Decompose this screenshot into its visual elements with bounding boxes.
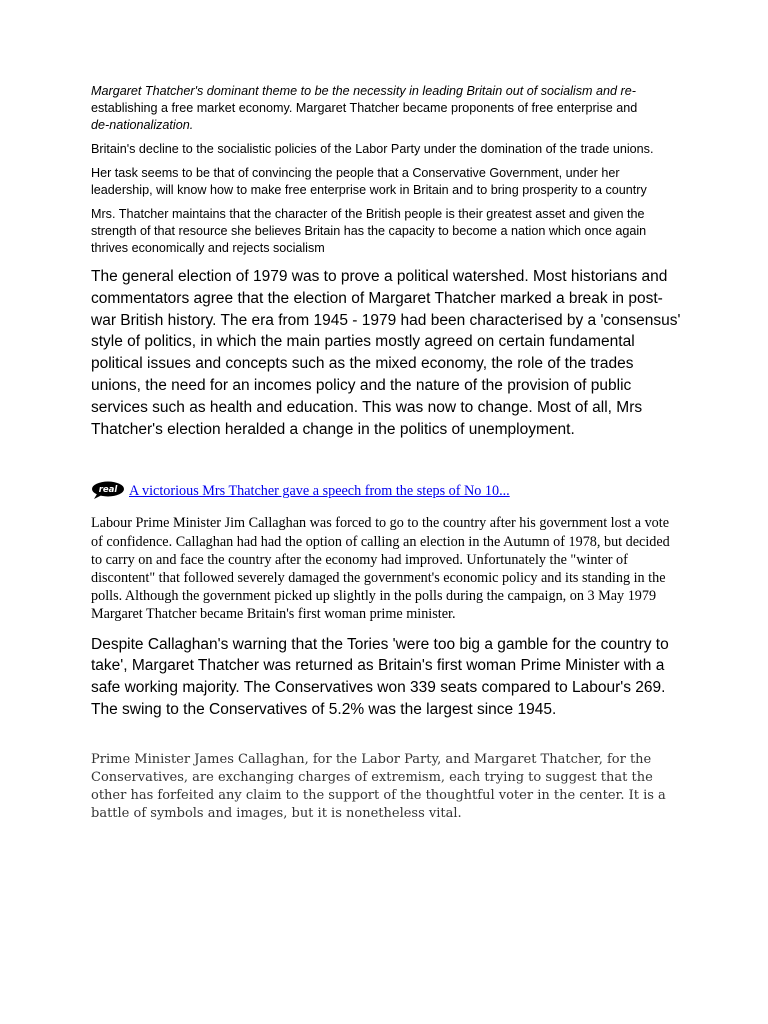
- intro-paragraph-task: Her task seems to be that of convincing the people that a Conservative Government, under her leadership, will know how to make free enterprise work in Britain and to bring prosperity to a country: [91, 166, 647, 197]
- callaghan-paragraph: Labour Prime Minister Jim Callaghan was forced to go to the country after his government lost a vote of confidence. Callaghan had had the option of calling an election in the Autumn of 1978, but decided to carry on and face the country after the economy had improved. Unfortunately the "winter of discontent" that followed severely damaged the government's economic policy and its standing in the polls. Although the government picked up slightly in the polls during the campaign, on 3 May 1979 Margaret Thatcher became Britain's first woman prime minister.: [91, 515, 670, 623]
- media-link-row: [91, 482, 681, 502]
- intro-paragraph-theme: [91, 83, 681, 134]
- watershed-paragraph: The general election of 1979 was to prove a political watershed. Most historians and commentators agree that the election of Margaret Thatcher marked a break in post-war British history. The era from 1945 - 1979 had been characterised by a 'consensus' style of politics, in which the main parties mostly agreed on certain fundamental political issues and concepts such as the mixed economy, the role of the trades unions, the need for an incomes policy and the nature of the provision of public services such as health and education. This was now to change. Most of all, Mrs Thatcher's election heralded a change in the politics of unemployment.: [91, 268, 681, 438]
- intro-theme-plain: establishing a free market economy. Margaret Thatcher became proponents of free enterprise and: [91, 101, 638, 115]
- majority-paragraph: Despite Callaghan's warning that the Tories 'were too big a gamble for the country to take', Margaret Thatcher was returned as Britain's first woman Prime Minister with a safe working majority. The Conservatives won 339 seats compared to Labour's 269. The swing to the Conservatives of 5.2% was the largest since 1945.: [91, 635, 669, 718]
- speech-media-link[interactable]: A victorious Mrs Thatcher gave a speech from the steps of No 10...: [129, 483, 510, 500]
- intro-theme-italic-a: Margaret Thatcher's dominant theme to be the necessity in leading Britain out of socialism and re-: [91, 84, 636, 98]
- real-icon-label: real: [98, 485, 118, 496]
- intro-theme-italic-b: de-nationalization.: [91, 118, 194, 132]
- intro-paragraph-decline: Britain's decline to the socialistic policies of the Labor Party under the domination of the trade unions.: [91, 142, 654, 156]
- intro-paragraph-character: Mrs. Thatcher maintains that the character of the British people is their greatest asset and given the strength of that resource she believes Britain has the capacity to become a nation which once again thrives economically and rejects socialism: [91, 207, 647, 255]
- real-player-icon: [91, 480, 127, 500]
- document-page: [91, 83, 681, 824]
- extremism-paragraph: Prime Minister James Callaghan, for the Labor Party, and Margaret Thatcher, for the Conservatives, are exchanging charges of extremism, each trying to suggest that the other has forfeited any claim to the support of the thoughtful voter in the center. It is a battle of symbols and images, but it is nonetheless vital.: [91, 751, 666, 822]
